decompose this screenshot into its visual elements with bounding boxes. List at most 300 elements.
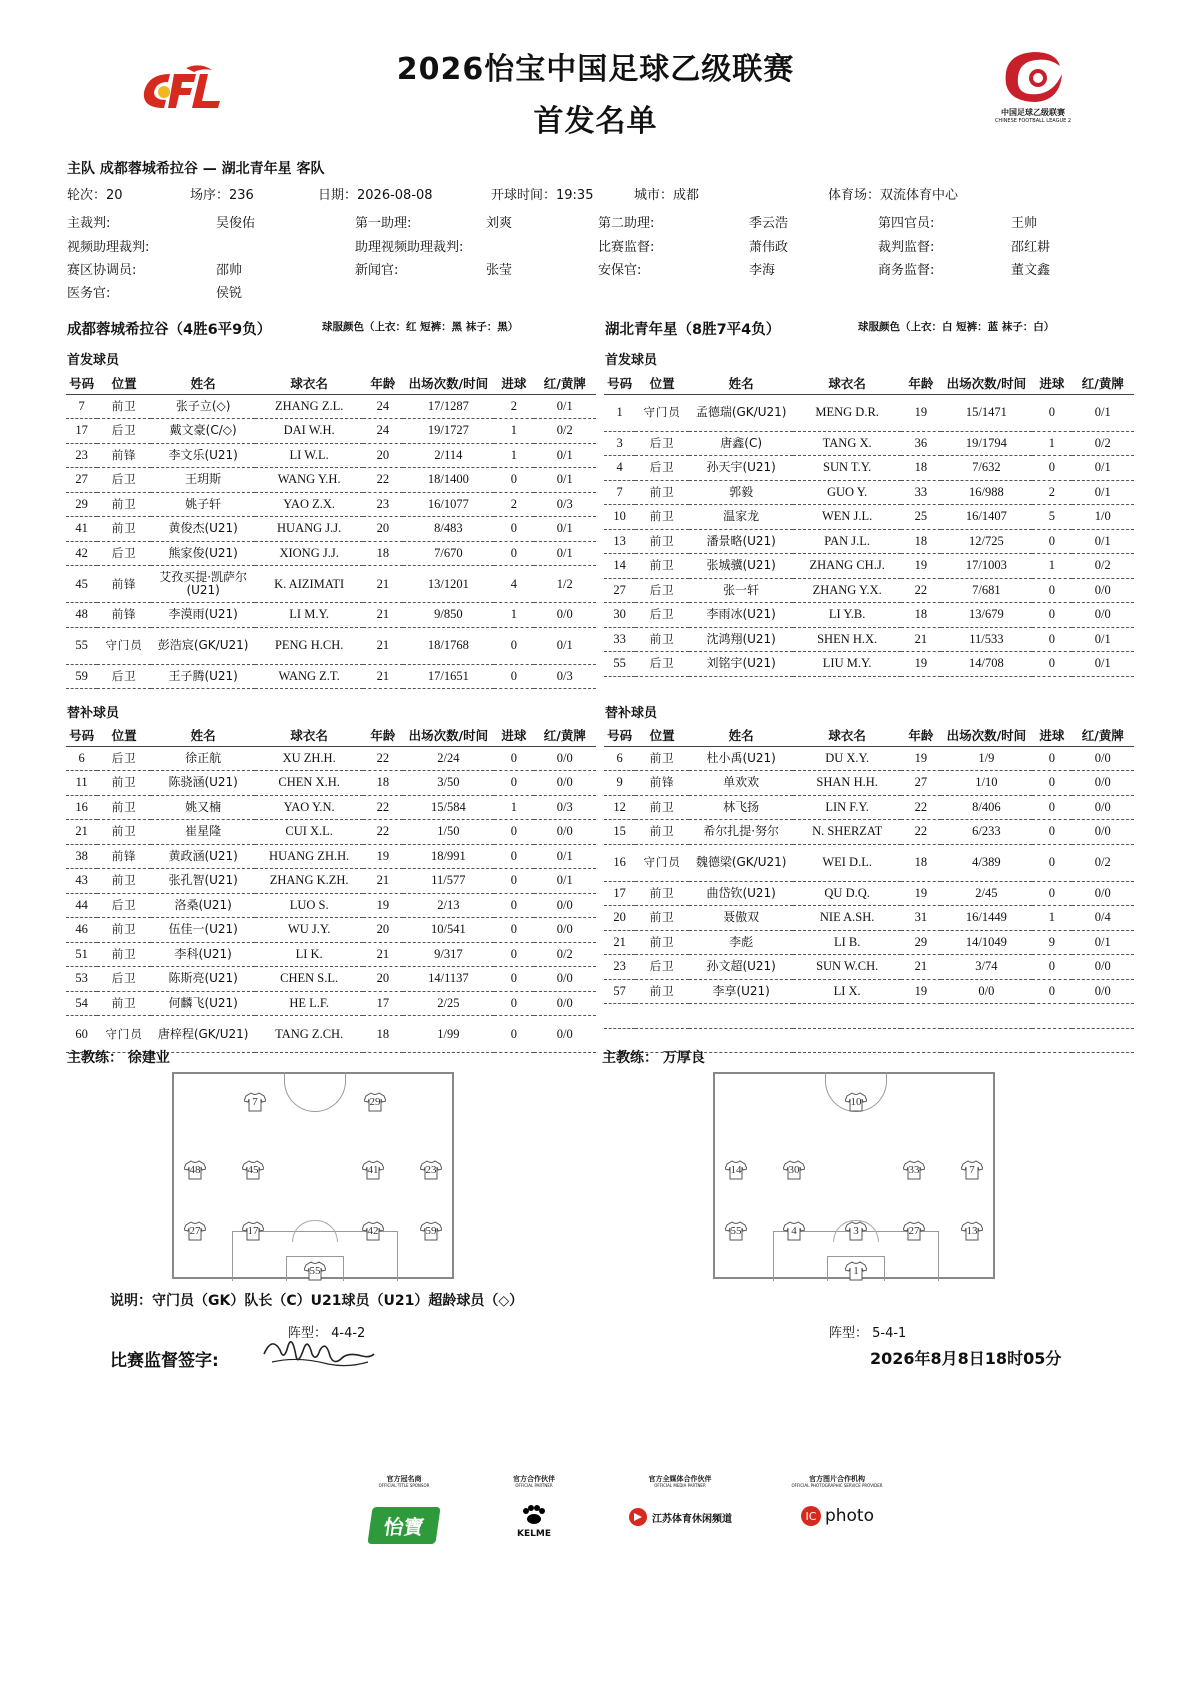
table-cell: 崔星隆	[151, 820, 255, 845]
table-cell: 0/1	[534, 869, 596, 894]
shirt-number: 10	[850, 1096, 862, 1108]
table-row	[66, 771, 596, 796]
official-label: 视频助理裁判:	[67, 240, 150, 255]
table-cell: LI W.L.	[255, 443, 363, 468]
table-cell: 27	[604, 578, 635, 603]
table-cell: 9/850	[403, 603, 494, 628]
paw-icon	[521, 1505, 547, 1525]
table-cell	[793, 1028, 901, 1053]
table-cell: 18/1768	[403, 627, 494, 664]
table-cell: 0/0	[534, 820, 596, 845]
table-cell: 1	[1032, 554, 1071, 579]
column-header: 球衣名	[255, 724, 363, 746]
table-cell: 38	[66, 844, 97, 869]
table-cell: 16/988	[941, 480, 1032, 505]
table-cell: 0/4	[1072, 906, 1134, 931]
match-date: 日期：2026-08-08	[318, 188, 433, 203]
table-cell: 唐鑫(C)	[689, 431, 793, 456]
official-name: 侯锐	[216, 286, 243, 301]
table-cell: 魏德梁(GK/U21)	[689, 844, 793, 881]
table-cell: LI X.	[793, 979, 901, 1004]
sponsor-4	[782, 1475, 892, 1527]
table-cell: LIU M.Y.	[793, 652, 901, 677]
sponsor-1-logo: 怡寶	[367, 1507, 440, 1544]
table-cell: 陈斯亮(U21)	[151, 967, 255, 992]
league-logo	[988, 44, 1078, 134]
column-header: 位置	[97, 724, 151, 746]
table-row	[66, 795, 596, 820]
table-cell: 0/1	[1072, 529, 1134, 554]
table-cell: 1	[494, 419, 533, 444]
official-name: 张莹	[486, 263, 513, 278]
table-cell: 前卫	[97, 991, 151, 1016]
official-label: 赛区协调员:	[67, 263, 137, 278]
column-header: 姓名	[151, 724, 255, 746]
table-cell: 何麟飞(U21)	[151, 991, 255, 1016]
table-row	[604, 394, 1134, 431]
match-no: 场序：236	[190, 188, 254, 203]
shirt-number: 55	[309, 1265, 321, 1277]
official-name: 刘爽	[486, 216, 513, 231]
table-cell: 15	[604, 820, 635, 845]
table-cell: 前卫	[97, 869, 151, 894]
table-cell: 11/533	[941, 627, 1032, 652]
table-cell: 0/1	[1072, 394, 1134, 431]
table-cell: TANG X.	[793, 431, 901, 456]
column-header: 红/黄牌	[534, 372, 596, 394]
table-row	[66, 869, 596, 894]
table-cell: DU X.Y.	[793, 746, 901, 771]
table-cell: 1	[1032, 906, 1071, 931]
table-cell: LI M.Y.	[255, 603, 363, 628]
table-cell: 55	[66, 627, 97, 664]
table-cell: 0/3	[534, 664, 596, 689]
table-row	[66, 991, 596, 1016]
table-cell: 0/2	[534, 942, 596, 967]
table-cell: 21	[66, 820, 97, 845]
column-header: 进球	[494, 372, 533, 394]
shirt-number: 17	[247, 1225, 259, 1237]
player-shirt-icon	[244, 1092, 266, 1112]
column-header: 姓名	[689, 372, 793, 394]
table-cell: 20	[363, 517, 402, 542]
table-cell: 张城骥(U21)	[689, 554, 793, 579]
table-cell: 45	[66, 566, 97, 603]
table-cell: 李科(U21)	[151, 942, 255, 967]
player-shirt-icon	[783, 1221, 805, 1241]
table-row	[66, 844, 596, 869]
table-cell: 黄政涵(U21)	[151, 844, 255, 869]
column-header: 位置	[97, 372, 151, 394]
table-cell: 22	[901, 578, 940, 603]
table-cell: 孙文超(U21)	[689, 955, 793, 980]
table-cell: SHEN H.X.	[793, 627, 901, 652]
table-cell: 0/1	[1072, 456, 1134, 481]
table-cell: 55	[604, 652, 635, 677]
table-header-row	[604, 372, 1134, 394]
column-header: 年龄	[901, 724, 940, 746]
table-cell: 21	[363, 627, 402, 664]
shirt-number: 29	[369, 1096, 381, 1108]
table-cell: 0	[1032, 746, 1071, 771]
table-cell: 1	[494, 443, 533, 468]
table-cell: 守门员	[97, 627, 151, 664]
table-cell: 2/114	[403, 443, 494, 468]
table-cell: 0	[494, 918, 533, 943]
table-cell: 熊家俊(U21)	[151, 541, 255, 566]
table-cell: 4/389	[941, 844, 1032, 881]
table-cell: 沈鸿翔(U21)	[689, 627, 793, 652]
table-row	[604, 930, 1134, 955]
table-cell: 19	[901, 554, 940, 579]
table-cell: 李彪	[689, 930, 793, 955]
table-cell: 希尔扎提·努尔	[689, 820, 793, 845]
player-shirt-icon	[845, 1092, 867, 1112]
table-cell: N. SHERZAT	[793, 820, 901, 845]
table-cell: 前卫	[635, 505, 689, 530]
table-cell: 29	[66, 492, 97, 517]
city: 城市：成都	[634, 188, 700, 203]
table-cell: 6/233	[941, 820, 1032, 845]
table-cell: 0/0	[1072, 746, 1134, 771]
table-row	[66, 820, 596, 845]
column-header: 进球	[1032, 372, 1071, 394]
official-name: 邵帅	[216, 263, 243, 278]
table-cell: 前卫	[97, 942, 151, 967]
table-cell: 0	[1032, 955, 1071, 980]
table-cell: 0/0	[1072, 603, 1134, 628]
table-cell: 前卫	[97, 771, 151, 796]
table-cell: 14/1137	[403, 967, 494, 992]
table-row	[604, 820, 1134, 845]
jiangsu-sports-icon	[628, 1507, 648, 1527]
table-cell: 前锋	[97, 443, 151, 468]
table-row	[604, 652, 1134, 677]
table-cell: 聂傲双	[689, 906, 793, 931]
table-row	[604, 627, 1134, 652]
table-cell: 22	[363, 820, 402, 845]
table-cell: 前卫	[635, 979, 689, 1004]
table-cell: 19	[363, 844, 402, 869]
table-cell: WANG Z.T.	[255, 664, 363, 689]
table-cell: 0/1	[1072, 480, 1134, 505]
table-cell: XIONG J.J.	[255, 541, 363, 566]
table-cell: 前卫	[635, 627, 689, 652]
player-shirt-icon	[725, 1160, 747, 1180]
home-formation-pitch	[172, 1072, 454, 1279]
table-cell	[793, 1004, 901, 1029]
sponsor-1-label: 官方冠名商	[386, 1475, 422, 1483]
table-cell: 0	[1032, 795, 1071, 820]
table-cell: 23	[363, 492, 402, 517]
table-cell: 0	[494, 627, 533, 664]
sponsor-2	[479, 1475, 589, 1539]
table-cell: 1	[494, 795, 533, 820]
round: 轮次：20	[67, 188, 123, 203]
column-header: 姓名	[689, 724, 793, 746]
table-cell: 李漠雨(U21)	[151, 603, 255, 628]
shirt-number: 41	[367, 1164, 379, 1176]
player-shirt-icon	[304, 1261, 326, 1281]
table-cell: 单欢欢	[689, 771, 793, 796]
column-header: 号码	[604, 724, 635, 746]
table-cell: 1/9	[941, 746, 1032, 771]
table-cell: 23	[66, 443, 97, 468]
shirt-number: 42	[367, 1225, 379, 1237]
table-cell: 前锋	[97, 844, 151, 869]
table-cell: ZHANG Z.L.	[255, 394, 363, 419]
table-cell: 1	[494, 603, 533, 628]
table-cell: 21	[363, 566, 402, 603]
sponsor-1	[349, 1475, 459, 1544]
ic-photo-icon	[800, 1505, 822, 1527]
table-cell: 0/0	[1072, 820, 1134, 845]
table-cell: 19	[901, 652, 940, 677]
table-cell: LIN F.Y.	[793, 795, 901, 820]
table-cell: 0/1	[534, 844, 596, 869]
table-cell: 18/1400	[403, 468, 494, 493]
table-row	[66, 443, 596, 468]
table-cell: 14/708	[941, 652, 1032, 677]
table-cell: 22	[901, 820, 940, 845]
column-header: 球衣名	[255, 372, 363, 394]
away-subs-label: 替补球员	[605, 706, 658, 721]
table-cell: 59	[66, 664, 97, 689]
table-cell: 1	[1032, 431, 1071, 456]
table-cell: 21	[363, 603, 402, 628]
table-cell: 0/0	[534, 1016, 596, 1053]
away-formation: 阵型： 5-4-1	[829, 1326, 907, 1341]
table-cell: 54	[66, 991, 97, 1016]
sponsor-1-sub: OFFICIAL TITLE SPONSOR	[378, 1483, 430, 1488]
table-cell: 17/1003	[941, 554, 1032, 579]
away-kit-colors: 球服颜色（上衣：白 短裤：蓝 袜子：白）	[858, 321, 1055, 333]
table-row	[66, 627, 596, 664]
table-cell: 0/0	[534, 991, 596, 1016]
league-logo-caption-en: CHINESE FOOTBALL LEAGUE 2	[994, 118, 1072, 124]
table-cell: 0/3	[534, 492, 596, 517]
column-header: 出场次数/时间	[941, 372, 1032, 394]
table-cell: 3/74	[941, 955, 1032, 980]
table-cell: 12/725	[941, 529, 1032, 554]
table-cell: 李文乐(U21)	[151, 443, 255, 468]
table-row	[66, 394, 596, 419]
table-cell: 陈骁涵(U21)	[151, 771, 255, 796]
table-cell: 33	[901, 480, 940, 505]
table-cell: 温家龙	[689, 505, 793, 530]
table-cell: 27	[66, 468, 97, 493]
table-cell: MENG D.R.	[793, 394, 901, 431]
table-cell: 7	[66, 394, 97, 419]
table-cell: 后卫	[635, 578, 689, 603]
table-cell: 张孔智(U21)	[151, 869, 255, 894]
table-cell: SUN W.CH.	[793, 955, 901, 980]
shirt-number: 45	[247, 1164, 259, 1176]
table-cell: 16/1449	[941, 906, 1032, 931]
column-header: 年龄	[363, 724, 402, 746]
player-shirt-icon	[362, 1221, 384, 1241]
table-cell: 2	[1032, 480, 1071, 505]
table-cell: 0	[494, 844, 533, 869]
table-cell: 后卫	[97, 419, 151, 444]
table-cell: 前卫	[635, 746, 689, 771]
table-cell: 0/0	[534, 746, 596, 771]
shirt-number: 1	[853, 1265, 859, 1277]
table-cell: 0/1	[534, 394, 596, 419]
table-cell: 前卫	[635, 820, 689, 845]
table-cell: 0/0	[1072, 881, 1134, 906]
table-cell: 11	[66, 771, 97, 796]
table-cell: HUANG ZH.H.	[255, 844, 363, 869]
table-cell: 黄俊杰(U21)	[151, 517, 255, 542]
table-cell: 44	[66, 893, 97, 918]
supervisor-signature	[258, 1326, 378, 1376]
sponsor-4-logo: photo	[824, 1506, 875, 1526]
table-row	[604, 955, 1134, 980]
table-cell: 后卫	[635, 456, 689, 481]
official-name: 董文鑫	[1011, 263, 1051, 278]
column-header: 位置	[635, 724, 689, 746]
table-cell: 守门员	[635, 844, 689, 881]
table-cell: 21	[363, 664, 402, 689]
table-cell: 42	[66, 541, 97, 566]
table-cell: 0	[1032, 820, 1071, 845]
table-cell: PAN J.L.	[793, 529, 901, 554]
table-cell: 0/1	[534, 468, 596, 493]
column-header: 出场次数/时间	[403, 372, 494, 394]
table-cell: GUO Y.	[793, 480, 901, 505]
table-cell: 1/50	[403, 820, 494, 845]
table-cell: 8/406	[941, 795, 1032, 820]
table-cell: 后卫	[635, 431, 689, 456]
table-row	[66, 603, 596, 628]
table-cell: 1/0	[1072, 505, 1134, 530]
table-cell: 0	[1032, 652, 1071, 677]
table-cell: 前卫	[97, 394, 151, 419]
table-cell: 0	[1032, 394, 1071, 431]
table-cell: 2/45	[941, 881, 1032, 906]
table-cell: 后卫	[97, 746, 151, 771]
table-cell: 13/1201	[403, 566, 494, 603]
official-name: 季云浩	[749, 216, 789, 231]
away-team-header: 湖北青年星（8胜7平4负）	[605, 322, 781, 338]
table-cell: WU J.Y.	[255, 918, 363, 943]
table-cell: 9	[604, 771, 635, 796]
table-cell: 伍佳一(U21)	[151, 918, 255, 943]
table-cell: 22	[363, 468, 402, 493]
shirt-number: 48	[189, 1164, 201, 1176]
table-cell: PENG H.CH.	[255, 627, 363, 664]
table-cell: 曲岱钦(U21)	[689, 881, 793, 906]
table-cell: 洛桑(U21)	[151, 893, 255, 918]
column-header: 号码	[604, 372, 635, 394]
table-cell: 前卫	[97, 820, 151, 845]
table-cell: 姚又楠	[151, 795, 255, 820]
column-header: 球衣名	[793, 724, 901, 746]
table-cell: 1/99	[403, 1016, 494, 1053]
stadium: 体育场：双流体育中心	[828, 188, 959, 203]
shirt-number: 3	[853, 1225, 859, 1237]
table-cell: 10/541	[403, 918, 494, 943]
table-cell: 戴文豪(C/◇)	[151, 419, 255, 444]
sponsor-2-label: 官方合作伙伴	[513, 1475, 555, 1483]
table-cell: 48	[66, 603, 97, 628]
sponsor-2-logo: KELME	[517, 1529, 551, 1539]
table-cell: 21	[604, 930, 635, 955]
player-shirt-icon	[184, 1221, 206, 1241]
table-row	[66, 541, 596, 566]
table-cell: 前卫	[635, 529, 689, 554]
table-cell: 杜小禹(U21)	[689, 746, 793, 771]
column-header: 年龄	[901, 372, 940, 394]
table-cell: 3	[604, 431, 635, 456]
player-shirt-icon	[903, 1160, 925, 1180]
table-cell: 前卫	[635, 480, 689, 505]
table-cell: 3/50	[403, 771, 494, 796]
official-label: 第一助理:	[355, 216, 412, 231]
table-row	[604, 529, 1134, 554]
table-cell: 0/3	[534, 795, 596, 820]
table-cell: 前卫	[635, 906, 689, 931]
table-cell: 李享(U21)	[689, 979, 793, 1004]
column-header: 号码	[66, 724, 97, 746]
table-cell: 0	[494, 517, 533, 542]
shirt-number: 14	[730, 1164, 742, 1176]
table-cell: 18	[363, 541, 402, 566]
table-cell: 前卫	[97, 795, 151, 820]
home-subs-label: 替补球员	[67, 706, 120, 721]
table-cell: 前卫	[635, 881, 689, 906]
table-cell: 前锋	[97, 603, 151, 628]
table-cell: ZHANG K.ZH.	[255, 869, 363, 894]
table-cell: 姚子轩	[151, 492, 255, 517]
table-cell: 36	[901, 431, 940, 456]
table-cell: 15/1471	[941, 394, 1032, 431]
svg-text:IC: IC	[805, 1510, 817, 1523]
official-label: 助理视频助理裁判:	[355, 240, 464, 255]
table-cell: 41	[66, 517, 97, 542]
table-cell: 17	[604, 881, 635, 906]
table-cell: YAO Y.N.	[255, 795, 363, 820]
table-cell: 王玥斯	[151, 468, 255, 493]
table-cell: SHAN H.H.	[793, 771, 901, 796]
table-row	[604, 881, 1134, 906]
table-row	[604, 746, 1134, 771]
table-cell: ZHANG Y.X.	[793, 578, 901, 603]
table-row	[604, 906, 1134, 931]
legend-note: 说明：守门员（GK）队长（C）U21球员（U21）超龄球员（◇）	[110, 1293, 524, 1309]
column-header: 红/黄牌	[534, 724, 596, 746]
table-cell: QU D.Q.	[793, 881, 901, 906]
table-cell: 19	[901, 881, 940, 906]
table-cell: 前卫	[635, 554, 689, 579]
table-cell: 17	[66, 419, 97, 444]
player-shirt-icon	[783, 1160, 805, 1180]
table-cell: 5	[1032, 505, 1071, 530]
official-name: 吴俊佑	[216, 216, 256, 231]
table-cell: 0/0	[1072, 795, 1134, 820]
table-cell: 后卫	[97, 967, 151, 992]
table-cell: 21	[363, 869, 402, 894]
table-cell	[941, 1028, 1032, 1053]
table-cell: 0/2	[1072, 431, 1134, 456]
table-cell: 16	[604, 844, 635, 881]
table-row	[604, 578, 1134, 603]
table-cell: 后卫	[97, 664, 151, 689]
table-cell: 21	[901, 627, 940, 652]
table-row	[604, 771, 1134, 796]
table-cell: 43	[66, 869, 97, 894]
